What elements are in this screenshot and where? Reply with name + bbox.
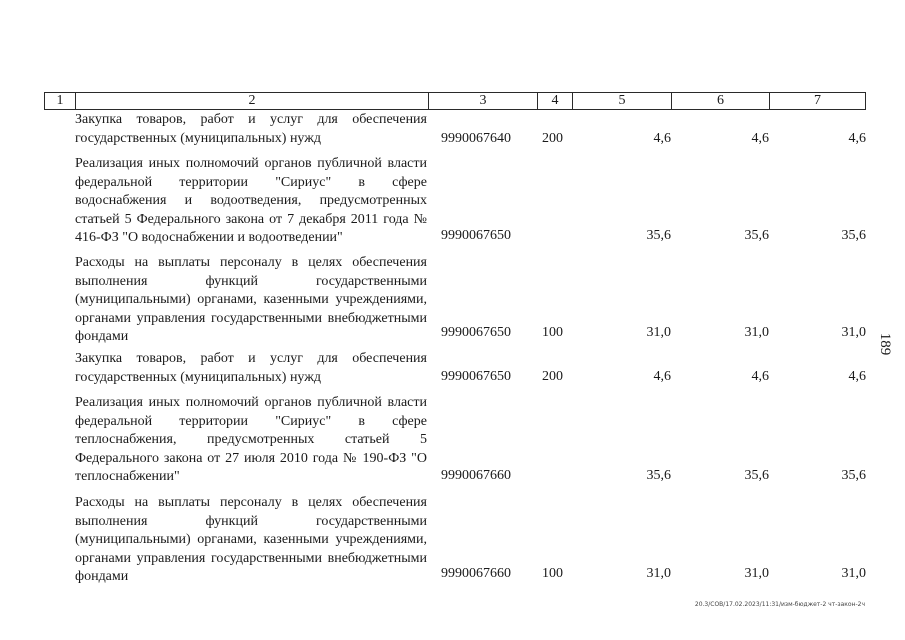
row-value-col7: 4,6 [848, 369, 866, 384]
row-value-col7: 35,6 [841, 228, 866, 243]
row-description: Реализация иных полномочий органов публичной власти федеральной территории "Сириус" в сфере теплоснабжения, предусмотренных статьей 5 Федерального закона от 27 июля 2010 года № 190-ФЗ "О теплоснабжении" [75, 395, 427, 485]
row-description: Расходы на выплаты персоналу в целях обеспечения выполнения функций государственными (муниципальными) органами, казенными учреждениями, органами управления государственными внебюджетными фондами [75, 495, 427, 585]
header-col-2: 2 [75, 93, 428, 109]
row-description: Закупка товаров, работ и услуг для обеспечения государственных (муниципальных) нужд [75, 112, 427, 146]
row-value-col5: 31,0 [646, 325, 671, 340]
row-code: 9990067650 [441, 228, 511, 243]
header-col-1: 1 [56, 93, 64, 108]
row-value-col5: 35,6 [646, 228, 671, 243]
header-col-6: 6 [671, 93, 769, 109]
row-value-col5: 35,6 [646, 468, 671, 483]
row-value-col6: 31,0 [744, 325, 769, 340]
row-value-col6: 35,6 [744, 228, 769, 243]
row-code: 9990067660 [441, 468, 511, 483]
row-expense-type: 100 [542, 325, 563, 340]
row-expense-type: 200 [542, 131, 563, 146]
row-expense-type: 100 [542, 566, 563, 581]
row-code: 9990067650 [441, 325, 511, 340]
page-number: 189 [877, 332, 893, 356]
row-value-col7: 4,6 [848, 131, 866, 146]
header-col-7: 7 [769, 93, 865, 109]
row-description: Закупка товаров, работ и услуг для обеспечения государственных (муниципальных) нужд [75, 351, 427, 385]
row-value-col6: 35,6 [744, 468, 769, 483]
row-value-col5: 4,6 [653, 131, 671, 146]
row-description: Реализация иных полномочий органов публичной власти федеральной территории "Сириус" в сфере водоснабжения и водоотведения, предусмотренных статьей 5 Федерального закона от 7 декабря 2011 года № 416-ФЗ "О водоснабжении и водоотведении" [75, 156, 427, 246]
table-header-row [44, 92, 866, 110]
row-code: 9990067640 [441, 131, 511, 146]
row-value-col7: 35,6 [841, 468, 866, 483]
row-code: 9990067650 [441, 369, 511, 384]
row-description: Расходы на выплаты персоналу в целях обеспечения выполнения функций государственными (муниципальными) органами, казенными учреждениями, органами управления государственными внебюджетными фондами [75, 255, 427, 345]
row-expense-type: 200 [542, 369, 563, 384]
row-value-col7: 31,0 [841, 566, 866, 581]
row-value-col5: 31,0 [646, 566, 671, 581]
row-value-col6: 31,0 [744, 566, 769, 581]
header-col-3: 3 [428, 93, 537, 109]
row-code: 9990067660 [441, 566, 511, 581]
header-col-4: 4 [537, 93, 572, 109]
document-footer-stamp: 20.3/СОВ/17.02.2023/11:31/изм-бюджет-2 чт-закон-2ч [694, 601, 865, 608]
row-value-col6: 4,6 [751, 369, 769, 384]
row-value-col6: 4,6 [751, 131, 769, 146]
row-value-col5: 4,6 [653, 369, 671, 384]
row-value-col7: 31,0 [841, 325, 866, 340]
header-col-5: 5 [572, 93, 671, 109]
